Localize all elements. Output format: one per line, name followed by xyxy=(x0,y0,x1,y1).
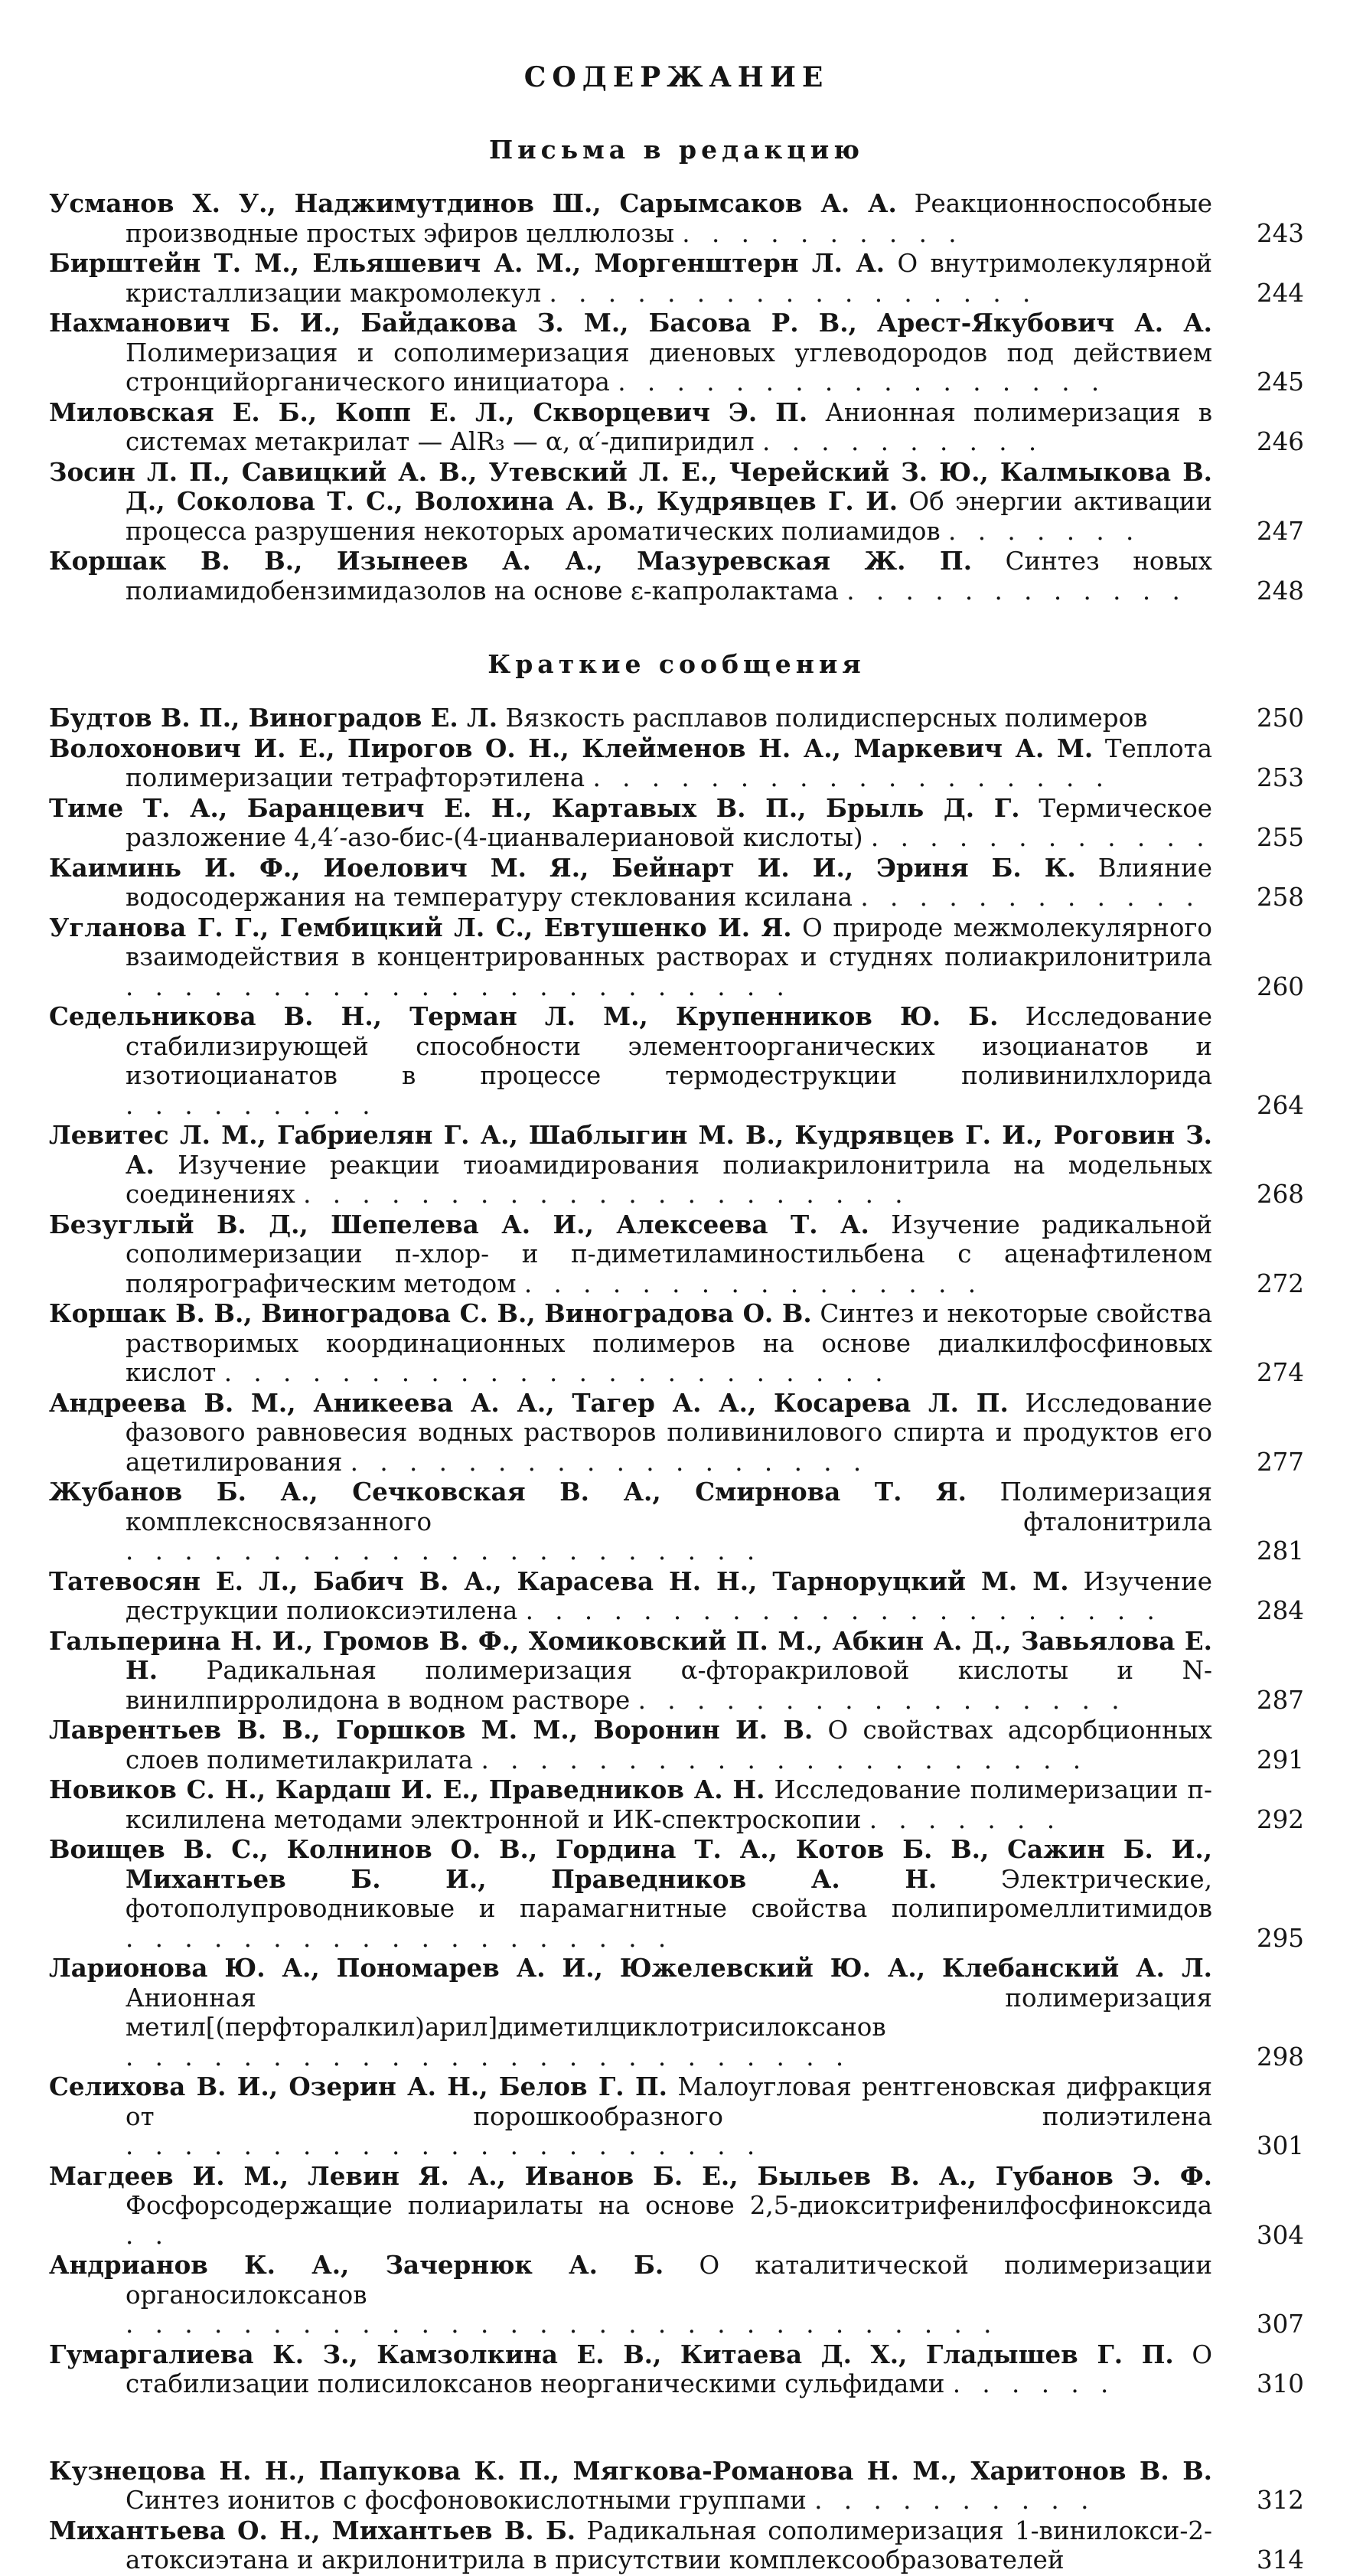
entry-page: 314 xyxy=(1256,2545,1304,2574)
entry-authors: Безуглый В. Д., Шепелева А. И., Алексеева Т. А. xyxy=(49,1209,869,1239)
toc-entry: Селихова В. И., Озерин А. Н., Белов Г. П. Малоугловая рентгеновская дифракция от порошкообразного полиэтилена . . . . . . . . . . . . . . . . . . . . . . 301 xyxy=(49,2072,1304,2160)
entry-title: Исследование фазового равновесия водных растворов поливинилового спирта и продуктов его ацетилирования xyxy=(126,1388,1212,1477)
entry-title: Синтез ионитов с фосфоновокислотными группами xyxy=(126,2486,807,2515)
entry-page: 264 xyxy=(1256,1090,1304,1120)
entry-title: Исследование полимеризации п-ксилилена методами электронной и ИК-спектроскопии xyxy=(126,1775,1213,1834)
entry-authors: Седельникова В. Н., Терман Л. М., Крупенников Ю. Б. xyxy=(49,1001,999,1031)
entry-authors: Тиме Т. А., Баранцевич Е. Н., Картавых В. П., Брыль Д. Г. xyxy=(49,792,1020,823)
document-title: СОДЕРЖАНИЕ xyxy=(523,61,830,93)
entry-title: Радикальная сополимеризация 1-винилокси-2-атоксиэтана и акрилонитрила в присутствии комплексообразователей xyxy=(126,2516,1212,2574)
toc-entry xyxy=(49,2516,1304,2575)
entry-authors: Волохонович И. Е., Пирогов О. Н., Клейменов Н. А., Маркевич А. М. xyxy=(49,733,1094,763)
entry-page: 284 xyxy=(1256,1596,1304,1625)
entry-authors: Ларионова Ю. А., Пономарев А. И., Южелевский Ю. А., Клебанский А. Л. xyxy=(49,1953,1212,1983)
entry-page: 301 xyxy=(1256,2131,1304,2160)
entry-authors: Новиков С. Н., Кардаш И. Е., Праведников А. Н. xyxy=(49,1774,765,1804)
entry-authors: Нахманович Б. И., Байдакова З. М., Басова Р. В., Арест-Якубович А. А. xyxy=(49,308,1212,338)
toc-entry: Ларионова Ю. А., Пономарев А. И., Южелевский Ю. А., Клебанский А. Л. Анионная полимеризация метил[(перфторалкил)арил]диметилциклотрисилоксанов . . . . . . . . . . . . . . . . . . . . . . . . . 298 xyxy=(49,1953,1304,2072)
entry-title: О каталитической полимеризации органосилоксанов xyxy=(126,2251,1212,2310)
entry-title: О стабилизации полисилоксанов неорганическими сульфидами xyxy=(126,2339,1212,2398)
entry-title: Синтез новых полиамидобензимидазолов на основе ε-капролактама xyxy=(126,547,1212,606)
entry-page: 274 xyxy=(1256,1358,1304,1387)
entry-authors: Воищев В. С., Колнинов О. В., Гордина Т. А., Котов Б. В., Сажин Б. И., Михантьев Б. И., Праведников А. Н. xyxy=(49,1834,1212,1894)
section-entries-letters xyxy=(49,189,1304,606)
entry-title: Влияние водосодержания на температуру стеклования ксилана xyxy=(126,853,1212,912)
entry-title: Термическое разложение 4,4′-азо-бис-(4-цианвалериановой кислоты) xyxy=(126,793,1212,852)
entry-title: Фосфорсодержащие полиарилаты на основе 2,5-диокситрифенилфосфиноксида xyxy=(126,2191,1212,2220)
entry-page: 255 xyxy=(1256,823,1304,852)
entry-page: 268 xyxy=(1256,1180,1304,1209)
entry-title: Полимеризация комплексносвязанного фталонитрила xyxy=(126,1477,1212,1536)
entry-page: 258 xyxy=(1256,883,1304,912)
entry-authors: Будтов В. П., Виноградов Е. Л. xyxy=(49,703,498,733)
entry-authors: Жубанов Б. А., Сечковская В. А., Смирнова Т. Я. xyxy=(49,1477,967,1507)
entry-page: 310 xyxy=(1256,2369,1304,2398)
toc-entry: Бирштейн Т. М., Ельяшевич А. М., Моргенштерн Л. А. О внутримолекулярной кристаллизации макромолекул . . . . . . . . . . . . . . . . . 244 xyxy=(49,248,1304,308)
entry-authors: Татевосян Е. Л., Бабич В. А., Карасева Н. Н., Тарноруцкий М. М. xyxy=(49,1566,1069,1596)
entry-page: 295 xyxy=(1256,1923,1304,1953)
entry-authors: Селихова В. И., Озерин А. Н., Белов Г. П. xyxy=(49,2072,667,2101)
section-title-short-communications: Краткие сообщения xyxy=(488,649,866,679)
toc-entry: Гальперина Н. И., Громов В. Ф., Хомиковский П. М., Абкин А. Д., Завьялова Е. Н. Радикальная полимеризация α-фторакриловой кислоты и N-винилпирролидона в водном растворе . . . . . . . . . . . . . . . . . 287 xyxy=(49,1625,1304,1715)
entry-authors: Магдеев И. М., Левин Я. А., Иванов Б. Е., Быльев В. А., Губанов Э. Ф. xyxy=(49,2160,1212,2191)
entry-title: Анионная полимеризация метил[(перфторалкил)арил]диметилциклотрисилоксанов xyxy=(126,1983,1212,2042)
entry-page: 298 xyxy=(1256,2042,1304,2072)
entry-authors: Левитес Л. М., Габриелян Г. А., Шаблыгин М. В., Кудрявцев Г. И., Роговин З. А. xyxy=(49,1120,1212,1180)
toc-entry: Нахманович Б. И., Байдакова З. М., Басова Р. В., Арест-Якубович А. А. Полимеризация и сополимеризация диеновых углеводородов под действием стронцийорганического инициатора . . . . . . . . . . . . . . . . . 245 xyxy=(49,308,1304,397)
entry-title: Полимеризация и сополимеризация диеновых углеводородов под действием стронцийорганического инициатора xyxy=(126,338,1212,397)
entry-page: 253 xyxy=(1256,763,1304,792)
toc-entry: Волохонович И. Е., Пирогов О. Н., Клейменов Н. А., Маркевич А. М. Теплота полимеризации тетрафторэтилена . . . . . . . . . . . . . . . . . . 253 xyxy=(49,733,1304,792)
toc-entry: Каиминь И. Ф., Иоелович М. Я., Бейнарт И. И., Эриня Б. К. Влияние водосодержания на температуру стеклования ксилана . . . . . . . . . . . . 258 xyxy=(49,852,1304,912)
entry-page: 291 xyxy=(1256,1745,1304,1774)
entry-authors: Зосин Л. П., Савицкий А. В., Утевский Л. Е., Черейский З. Ю., Калмыкова В. Д., Соколова Т. С., Волохина А. В., Кудрявцев Г. И. xyxy=(49,456,1212,516)
entry-page: 250 xyxy=(1256,704,1304,733)
toc-entry: Татевосян Е. Л., Бабич В. А., Карасева Н. Н., Тарноруцкий М. М. Изучение деструкции полиоксиэтилена . . . . . . . . . . . . . . . . . . . . . . 284 xyxy=(49,1566,1304,1625)
entry-title: Исследование стабилизирующей способности элементоорганических изоцианатов и изотиоцианатов в процессе термодеструкции поливинилхлорида xyxy=(126,1002,1212,1090)
entry-page: 304 xyxy=(1256,2220,1304,2250)
entry-title: Вязкость расплавов полидисперсных полимеров xyxy=(505,704,1148,733)
section-entries-short-communications xyxy=(49,704,1304,2399)
entry-page: 247 xyxy=(1256,516,1304,546)
entry-title: Синтез и некоторые свойства растворимых координационных полимеров на основе диалкилфосфиновых кислот xyxy=(126,1299,1212,1387)
entry-title: Реакционноспособные производные простых эфиров целлюлозы xyxy=(126,189,1212,248)
entry-title: Анионная полимеризация в системах метакрилат — AlR₃ — α, α′-дипиридил xyxy=(126,397,1212,456)
entry-page: 248 xyxy=(1256,576,1304,606)
entry-authors: Андреева В. М., Аникеева А. А., Тагер А. А., Косарева Л. П. xyxy=(49,1387,1009,1418)
entry-authors: Михантьева О. Н., Михантьев В. Б. xyxy=(49,2515,576,2545)
entry-page: 292 xyxy=(1256,1804,1304,1834)
toc-entry: Коршак В. В., Изынеев А. А., Мазуревская Ж. П. Синтез новых полиамидобензимидазолов на основе ε-капролактама . . . . . . . . . . . . 248 xyxy=(49,546,1304,606)
entry-page: 246 xyxy=(1256,427,1304,456)
section-title-letters: Письма в редакцию xyxy=(488,135,865,165)
entry-title: О свойствах адсорбционных слоев полиметилакрилата xyxy=(126,1716,1212,1774)
toc-entry: Магдеев И. М., Левин Я. А., Иванов Б. Е., Быльев В. А., Губанов Э. Ф. Фосфорсодержащие полиарилаты на основе 2,5-диокситрифенилфосфиноксида . . 304 xyxy=(49,2160,1304,2250)
toc-entry: Левитес Л. М., Габриелян Г. А., Шаблыгин М. В., Кудрявцев Г. И., Роговин З. А. Изучение реакции тиоамидирования полиакрилонитрила на модельных соединениях . . . . . . . . . . . . . . . . . . . . . 268 xyxy=(49,1120,1304,1209)
entry-title: Изучение реакции тиоамидирования полиакрилонитрила на модельных соединениях xyxy=(126,1150,1213,1209)
entry-title: О природе межмолекулярного взаимодействия в концентрированных растворах и студнях полиакрилонитрила xyxy=(126,913,1212,971)
entry-page: 243 xyxy=(1256,218,1304,248)
entry-authors: Кузнецова Н. Н., Папукова К. П., Мягкова-Романова Н. М., Харитонов В. В. xyxy=(49,2455,1212,2486)
entry-title: Малоугловая рентгеновская дифракция от порошкообразного полиэтилена xyxy=(126,2072,1212,2131)
toc-entry: Тиме Т. А., Баранцевич Е. Н., Картавых В. П., Брыль Д. Г. Термическое разложение 4,4′-азо-бис-(4-цианвалериановой кислоты) . . . . . . . . . . . . 255 xyxy=(49,792,1304,852)
toc-entry: Андреева В. М., Аникеева А. А., Тагер А. А., Косарева Л. П. Исследование фазового равновесия водных растворов поливинилового спирта и продуктов его ацетилирования . . . . . . . . . . . . . . . . . . 277 xyxy=(49,1387,1304,1477)
toc-entry: Зосин Л. П., Савицкий А. В., Утевский Л. Е., Черейский З. Ю., Калмыкова В. Д., Соколова Т. С., Волохина А. В., Кудрявцев Г. И. Об энергии активации процесса разрушения некоторых ароматических полиамидов . . . . . . . 247 xyxy=(49,456,1304,546)
section-entries-untitled xyxy=(49,2457,1304,2575)
toc-entry: Гумаргалиева К. З., Камзолкина Е. В., Китаева Д. Х., Гладышев Г. П. О стабилизации полисилоксанов неорганическими сульфидами . . . . . . 310 xyxy=(49,2339,1304,2398)
toc-entry: Жубанов Б. А., Сечковская В. А., Смирнова Т. Я. Полимеризация комплексносвязанного фталонитрила . . . . . . . . . . . . . . . . . . . . . . 281 xyxy=(49,1477,1304,1566)
entry-page: 245 xyxy=(1256,367,1304,397)
entry-page: 307 xyxy=(1256,2310,1304,2339)
entry-title: Теплота полимеризации тетрафторэтилена xyxy=(126,733,1212,792)
toc-entry: Усманов Х. У., Наджимутдинов Ш., Сарымсаков А. А. Реакционноспособные производные простых эфиров целлюлозы . . . . . . . . . . 243 xyxy=(49,188,1304,248)
entry-title: Изучение радикальной сополимеризации п-хлор- и п-диметиламиностильбена с аценафтиленом полярографическим методом xyxy=(126,1210,1212,1298)
entry-page: 312 xyxy=(1256,2486,1304,2515)
entry-authors: Гумаргалиева К. З., Камзолкина Е. В., Китаева Д. Х., Гладышев Г. П. xyxy=(49,2339,1174,2369)
entry-authors: Коршак В. В., Изынеев А. А., Мазуревская Ж. П. xyxy=(49,546,973,576)
toc-entry: Седельникова В. Н., Терман Л. М., Крупенников Ю. Б. Исследование стабилизирующей способности элементоорганических изоцианатов и изотиоцианатов в процессе термодеструкции поливинилхлорида . . . . . . . . . 264 xyxy=(49,1001,1304,1120)
toc-entry: Миловская Е. Б., Копп Е. Л., Скворцевич Э. П. Анионная полимеризация в системах метакрилат — AlR₃ — α, α′-дипиридил . . . . . . . . . . 246 xyxy=(49,397,1304,456)
toc-entry xyxy=(49,704,1304,733)
toc-entry: Андрианов К. А., Зачернюк А. Б. О каталитической полимеризации органосилоксанов . . . . . . . . . . . . . . . . . . . . . . . . . . . . . . 307 xyxy=(49,2250,1304,2339)
toc-entry: Воищев В. С., Колнинов О. В., Гордина Т. А., Котов Б. В., Сажин Б. И., Михантьев Б. И., Праведников А. Н. Электрические, фотополупроводниковые и парамагнитные свойства полипиромеллитимидов . . . . . . . . . . . . . . . . . . . 295 xyxy=(49,1834,1304,1953)
toc-entry: Лаврентьев В. В., Горшков М. М., Воронин И. В. О свойствах адсорбционных слоев полиметилакрилата . . . . . . . . . . . . . . . . . . . . . 291 xyxy=(49,1715,1304,1774)
entry-title: Радикальная полимеризация α-фторакриловой кислоты и N-винилпирролидона в водном растворе xyxy=(126,1656,1212,1715)
entry-authors: Миловская Е. Б., Копп Е. Л., Скворцевич Э. П. xyxy=(49,397,808,427)
toc-entry: Кузнецова Н. Н., Папукова К. П., Мягкова-Романова Н. М., Харитонов В. В. Синтез ионитов с фосфоновокислотными группами . . . . . . . . . . 312 xyxy=(49,2455,1304,2515)
entry-page: 244 xyxy=(1256,278,1304,308)
entry-authors: Каиминь И. Ф., Иоелович М. Я., Бейнарт И. И., Эриня Б. К. xyxy=(49,852,1076,883)
entry-authors: Лаврентьев В. В., Горшков М. М., Воронин И. В. xyxy=(49,1715,814,1745)
entry-authors: Усманов Х. У., Наджимутдинов Ш., Сарымсаков А. А. xyxy=(49,188,897,218)
entry-title: Электрические, фотополупроводниковые и парамагнитные свойства полипиромеллитимидов xyxy=(126,1864,1212,1923)
entry-page: 260 xyxy=(1256,971,1304,1001)
entry-page: 281 xyxy=(1256,1536,1304,1566)
entry-authors: Гальперина Н. И., Громов В. Ф., Хомиковский П. М., Абкин А. Д., Завьялова Е. Н. xyxy=(49,1625,1212,1685)
entry-authors: Андрианов К. А., Зачернюк А. Б. xyxy=(49,2250,664,2280)
table-of-contents xyxy=(49,46,1304,2576)
entry-title: Об энергии активации процесса разрушения некоторых ароматических полиамидов xyxy=(126,487,1212,546)
toc-entry: Новиков С. Н., Кардаш И. Е., Праведников А. Н. Исследование полимеризации п-ксилилена методами электронной и ИК-спектроскопии . . . . . . . 292 xyxy=(49,1774,1304,1834)
entry-authors: Коршак В. В., Виноградова С. В., Виноградова О. В. xyxy=(49,1298,812,1328)
toc-entry: Безуглый В. Д., Шепелева А. И., Алексеева Т. А. Изучение радикальной сополимеризации п-хлор- и п-диметиламиностильбена с аценафтиленом полярографическим методом . . . . . . . . . . . . . . . . 272 xyxy=(49,1209,1304,1298)
entry-page: 287 xyxy=(1256,1685,1304,1715)
entry-authors: Угланова Г. Г., Гембицкий Л. С., Евтушенко И. Я. xyxy=(49,912,792,942)
entry-authors: Бирштейн Т. М., Ельяшевич А. М., Моргенштерн Л. А. xyxy=(49,248,885,278)
entry-page: 277 xyxy=(1256,1447,1304,1477)
entry-title: О внутримолекулярной кристаллизации макромолекул xyxy=(126,249,1212,308)
toc-entry: Коршак В. В., Виноградова С. В., Виноградова О. В. Синтез и некоторые свойства растворимых координационных полимеров на основе диалкилфосфиновых кислот . . . . . . . . . . . . . . . . . . . . . . . 274 xyxy=(49,1298,1304,1387)
toc-entry: Угланова Г. Г., Гембицкий Л. С., Евтушенко И. Я. О природе межмолекулярного взаимодействия в концентрированных растворах и студнях полиакрилонитрила . . . . . . . . . . . . . . . . . . . . . . . 260 xyxy=(49,912,1304,1001)
entry-title: Изучение деструкции полиоксиэтилена xyxy=(126,1566,1212,1625)
entry-page: 272 xyxy=(1256,1268,1304,1298)
